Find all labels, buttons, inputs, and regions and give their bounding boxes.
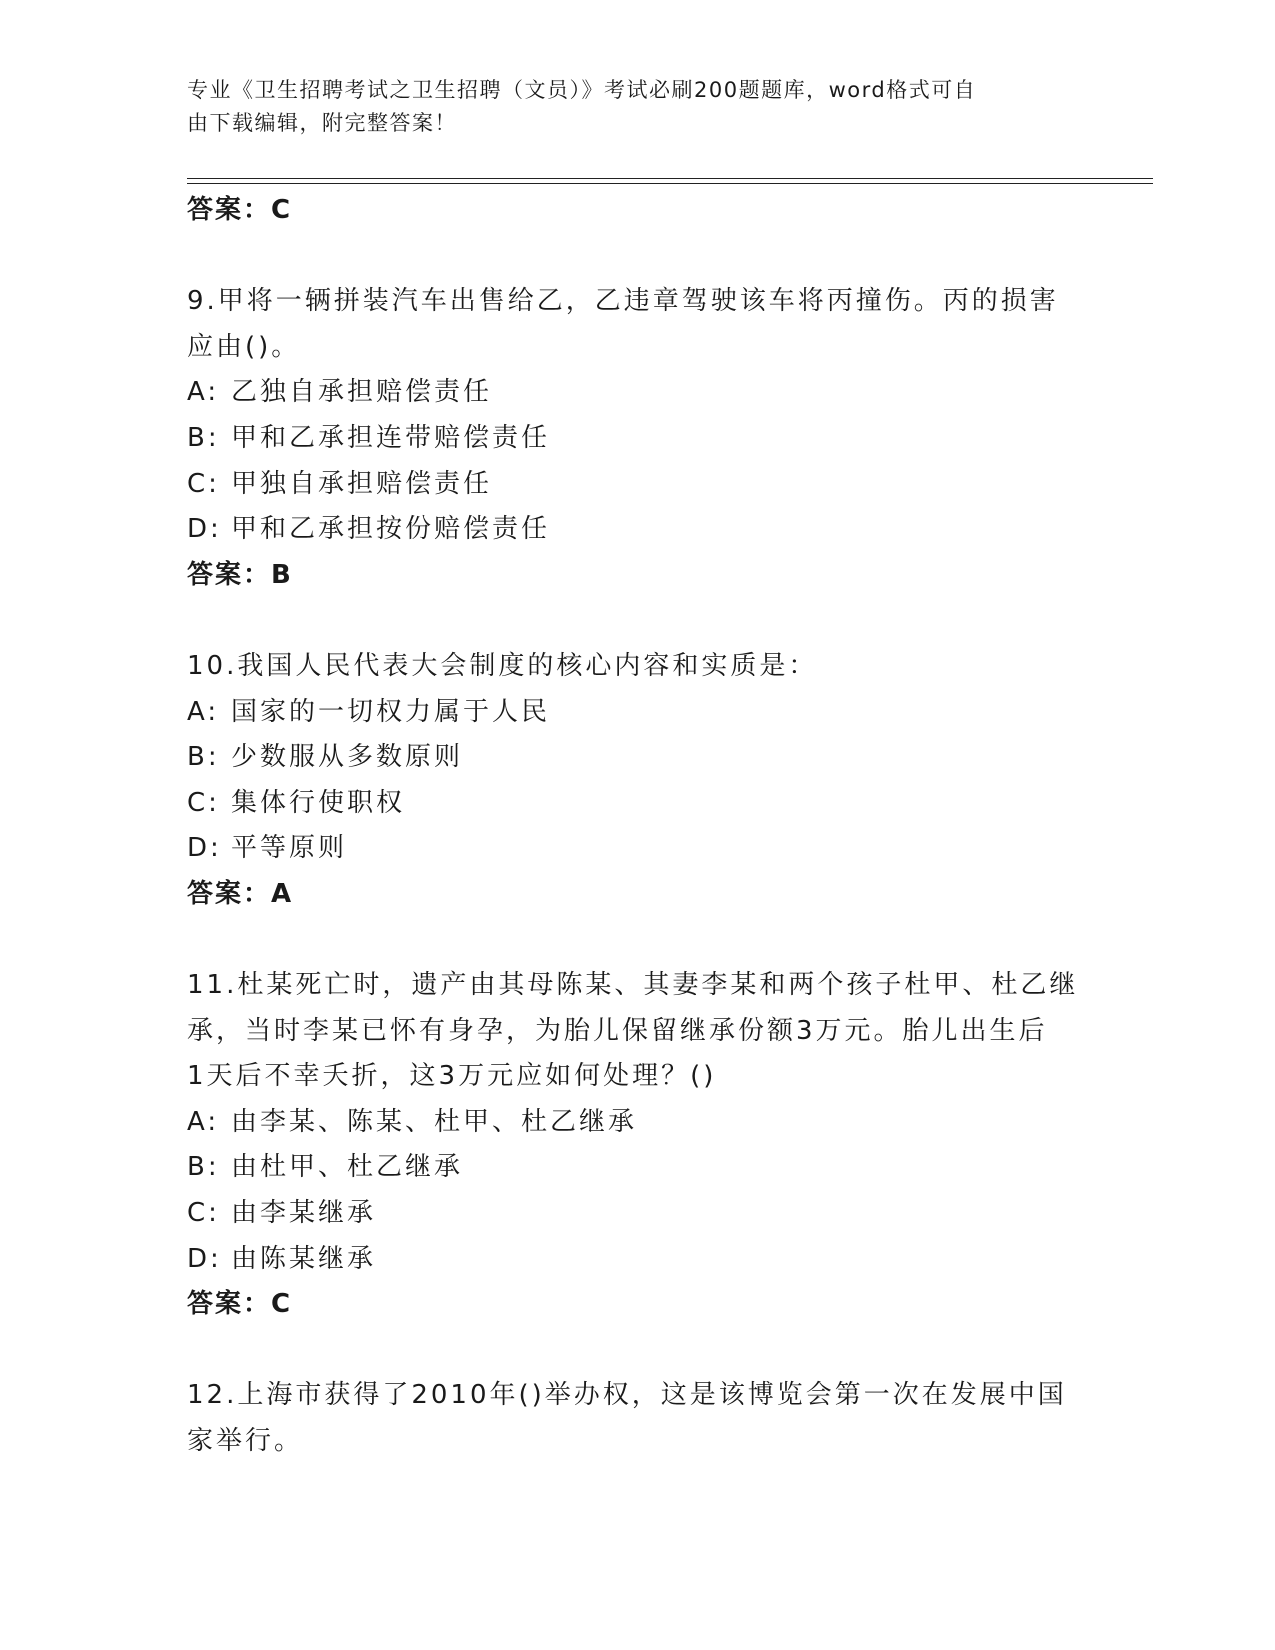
option-text: 由杜甲、杜乙继承 <box>231 1152 464 1183</box>
option-c <box>187 1191 1087 1237</box>
option-b <box>187 416 1087 462</box>
question-stem: 10.我国人民代表大会制度的核心内容和实质是： <box>187 650 818 681</box>
question-stem: 家举行。 <box>187 1426 304 1457</box>
option-text: 甲独自承担赔偿责任 <box>231 468 493 499</box>
answer-line: 答案：A <box>187 878 294 909</box>
answer-line: 答案：B <box>187 559 293 590</box>
option-text: 由陈某继承 <box>231 1243 377 1274</box>
option-text: 国家的一切权力属于人民 <box>231 696 551 727</box>
option-key: A: <box>187 377 220 408</box>
answer-line: 答案：C <box>187 1289 293 1320</box>
header-rule-bottom <box>187 183 1153 184</box>
option-key: C: <box>187 1198 220 1229</box>
option-key: D: <box>187 833 222 864</box>
question-stem: 应由()。 <box>187 331 301 362</box>
option-d <box>187 826 1087 872</box>
question-stem: 1天后不幸夭折，这3万元应如何处理？() <box>187 1061 717 1092</box>
option-text: 乙独自承担赔偿责任 <box>231 377 493 408</box>
question-stem: 11.杜某死亡时，遗产由其母陈某、其妻李某和两个孩子杜甲、杜乙继 <box>187 970 1079 1001</box>
option-key: C: <box>187 468 220 499</box>
question-block <box>187 279 1087 598</box>
header-line-2: 由下载编辑，附完整答案！ <box>187 111 457 135</box>
option-text: 集体行使职权 <box>231 787 406 818</box>
header-line-1: 专业《卫生招聘考试之卫生招聘（文员）》考试必刷200题题库，word格式可自 <box>187 78 977 102</box>
question-content <box>187 188 1087 1465</box>
question-block <box>187 644 1087 918</box>
option-key: B: <box>187 742 220 773</box>
option-d <box>187 1237 1087 1283</box>
option-key: D: <box>187 1243 222 1274</box>
option-a <box>187 370 1087 416</box>
option-a <box>187 1100 1087 1146</box>
option-key: A: <box>187 1106 220 1137</box>
option-b <box>187 1145 1087 1191</box>
option-key: B: <box>187 1152 220 1183</box>
option-c <box>187 462 1087 508</box>
option-text: 由李某继承 <box>231 1198 377 1229</box>
header-rule-top <box>187 178 1153 179</box>
question-block <box>187 1373 1087 1464</box>
question-block <box>187 963 1087 1328</box>
option-text: 由李某、陈某、杜甲、杜乙继承 <box>231 1106 638 1137</box>
option-key: A: <box>187 696 220 727</box>
question-stem: 12.上海市获得了2010年()举办权，这是该博览会第一次在发展中国 <box>187 1380 1067 1411</box>
option-text: 甲和乙承担连带赔偿责任 <box>231 422 551 453</box>
option-key: C: <box>187 787 220 818</box>
option-text: 少数服从多数原则 <box>231 742 464 773</box>
option-key: B: <box>187 422 220 453</box>
option-a <box>187 690 1087 736</box>
option-d <box>187 507 1087 553</box>
option-b <box>187 735 1087 781</box>
option-text: 甲和乙承担按份赔偿责任 <box>231 514 551 545</box>
answer-line: 答案：C <box>187 195 293 225</box>
option-key: D: <box>187 514 222 545</box>
question-stem: 9.甲将一辆拼装汽车出售给乙，乙违章驾驶该车将丙撞伤。丙的损害 <box>187 286 1059 317</box>
option-text: 平等原则 <box>231 833 348 864</box>
question-stem: 承，当时李某已怀有身孕，为胎儿保留继承份额3万元。胎儿出生后 <box>187 1015 1048 1046</box>
document-header <box>187 74 1067 140</box>
option-c <box>187 781 1087 827</box>
